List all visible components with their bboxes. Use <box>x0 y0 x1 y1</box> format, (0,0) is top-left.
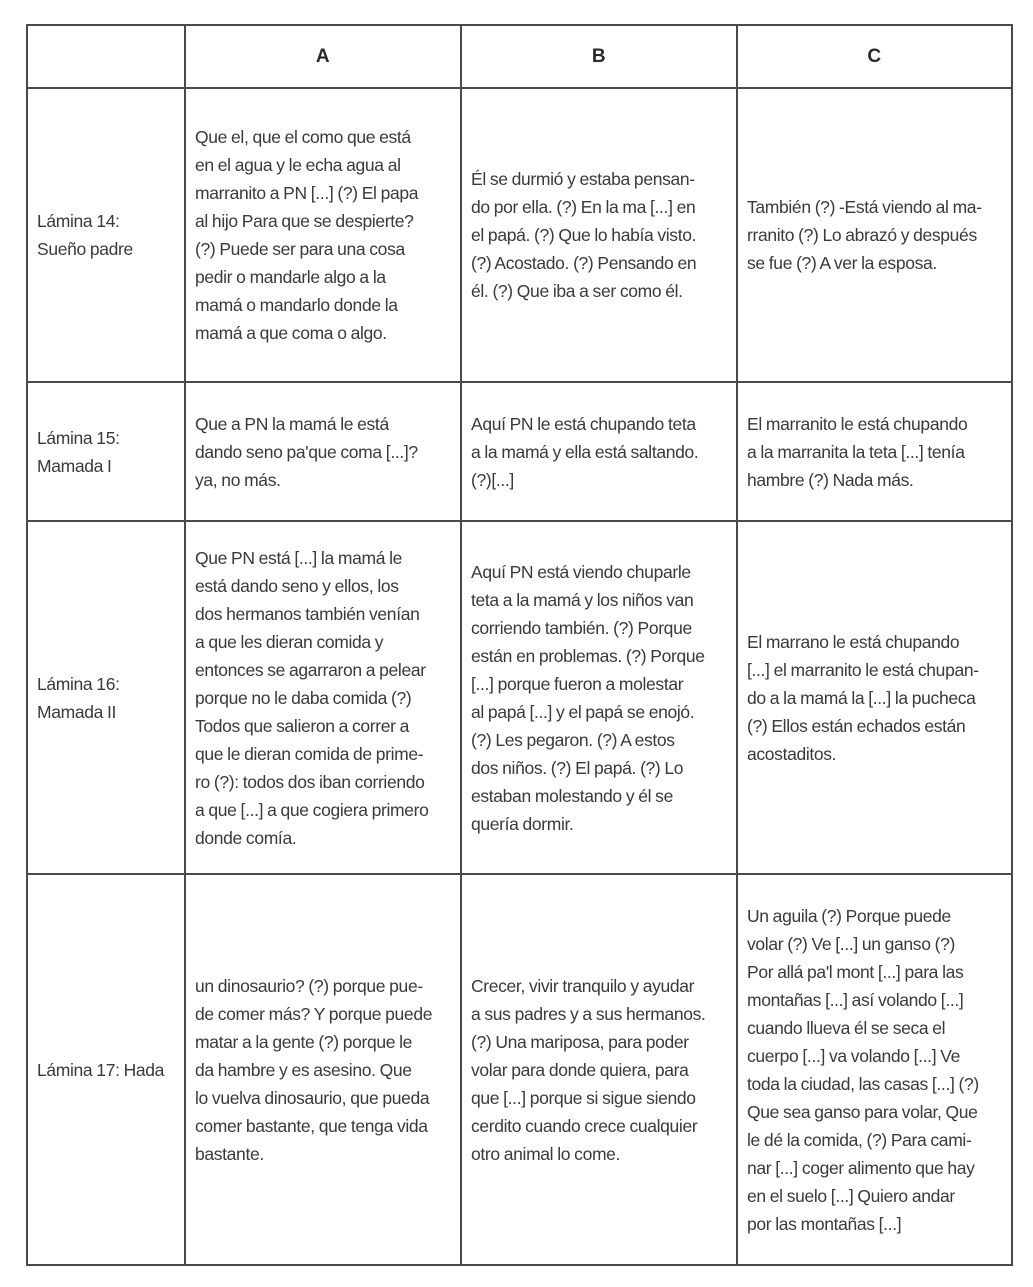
cell-a: Que a PN la mamá le está dando seno pa'que coma [...]? ya, no más. <box>185 382 461 521</box>
header-column-c: C <box>737 25 1012 88</box>
cell-a: Que PN está [...] la mamá le está dando seno y ellos, los dos hermanos también venían a que les dieran comida y entonces se agarraron a pelear porque no le daba comida (?) Todos que salieron a correr a que le dieran comida de prime- ro (?): todos dos iban corriendo a que [...] a que cogiera primero donde comía. <box>185 521 461 874</box>
cell-b: Crecer, vivir tranquilo y ayudar a sus padres y a sus hermanos. (?) Una mariposa, para poder volar para donde quiera, para que [...] porque si sigue siendo cerdito cuando crece cualquier otro animal lo come. <box>461 874 737 1265</box>
header-row <box>27 25 1012 88</box>
row-label: Lámina 14: Sueño padre <box>27 88 185 382</box>
cell-c: Un aguila (?) Porque puede volar (?) Ve [...] un ganso (?) Por allá pa'l mont [...] para las montañas [...] así volando [...] cuando llueva él se seca el cuerpo [...] va volando [...] Ve toda la ciudad, las casas [...] (?) Que sea ganso para volar, Que le dé la comida, (?) Para cami- nar [...] coger alimento que hay en el suelo [...] Quiero andar por las montañas [...] <box>737 874 1012 1265</box>
table-row <box>27 88 1012 382</box>
row-label: Lámina 17: Hada <box>27 874 185 1265</box>
row-label: Lámina 15: Mamada I <box>27 382 185 521</box>
cell-c: El marranito le está chupando a la marranita la teta [...] tenía hambre (?) Nada más. <box>737 382 1012 521</box>
row-label: Lámina 16: Mamada II <box>27 521 185 874</box>
table-row <box>27 521 1012 874</box>
cell-a: Que el, que el como que está en el agua y le echa agua al marranito a PN [...] (?) El papa al hijo Para que se despierte? (?) Puede ser para una cosa pedir o mandarle algo a la mamá o mandarlo donde la mamá a que coma o algo. <box>185 88 461 382</box>
cell-b: Aquí PN le está chupando teta a la mamá y ella está saltando. (?)[...] <box>461 382 737 521</box>
cell-a: un dinosaurio? (?) porque pue- de comer más? Y porque puede matar a la gente (?) porque le da hambre y es asesino. Que lo vuelva dinosaurio, que pueda comer bastante, que tenga vida bastante. <box>185 874 461 1265</box>
responses-table <box>26 24 1013 1266</box>
header-column-a: A <box>185 25 461 88</box>
cell-c: El marrano le está chupando [...] el marranito le está chupan- do a la mamá la [...] la pucheca (?) Ellos están echados están acostaditos. <box>737 521 1012 874</box>
table-row <box>27 874 1012 1265</box>
header-empty-cell <box>27 25 185 88</box>
cell-b: Él se durmió y estaba pensan- do por ella. (?) En la ma [...] en el papá. (?) Que lo había visto. (?) Acostado. (?) Pensando en él. (?) Que iba a ser como él. <box>461 88 737 382</box>
cell-c: También (?) -Está viendo al ma- rranito (?) Lo abrazó y después se fue (?) A ver la esposa. <box>737 88 1012 382</box>
cell-b: Aquí PN está viendo chuparle teta a la mamá y los niños van corriendo también. (?) Porque están en problemas. (?) Porque [...] porque fueron a molestar al papá [...] y el papá se enojó. (?) Les pegaron. (?) A estos dos niños. (?) El papá. (?) Lo estaban molestando y él se quería dormir. <box>461 521 737 874</box>
table-row <box>27 382 1012 521</box>
header-column-b: B <box>461 25 737 88</box>
